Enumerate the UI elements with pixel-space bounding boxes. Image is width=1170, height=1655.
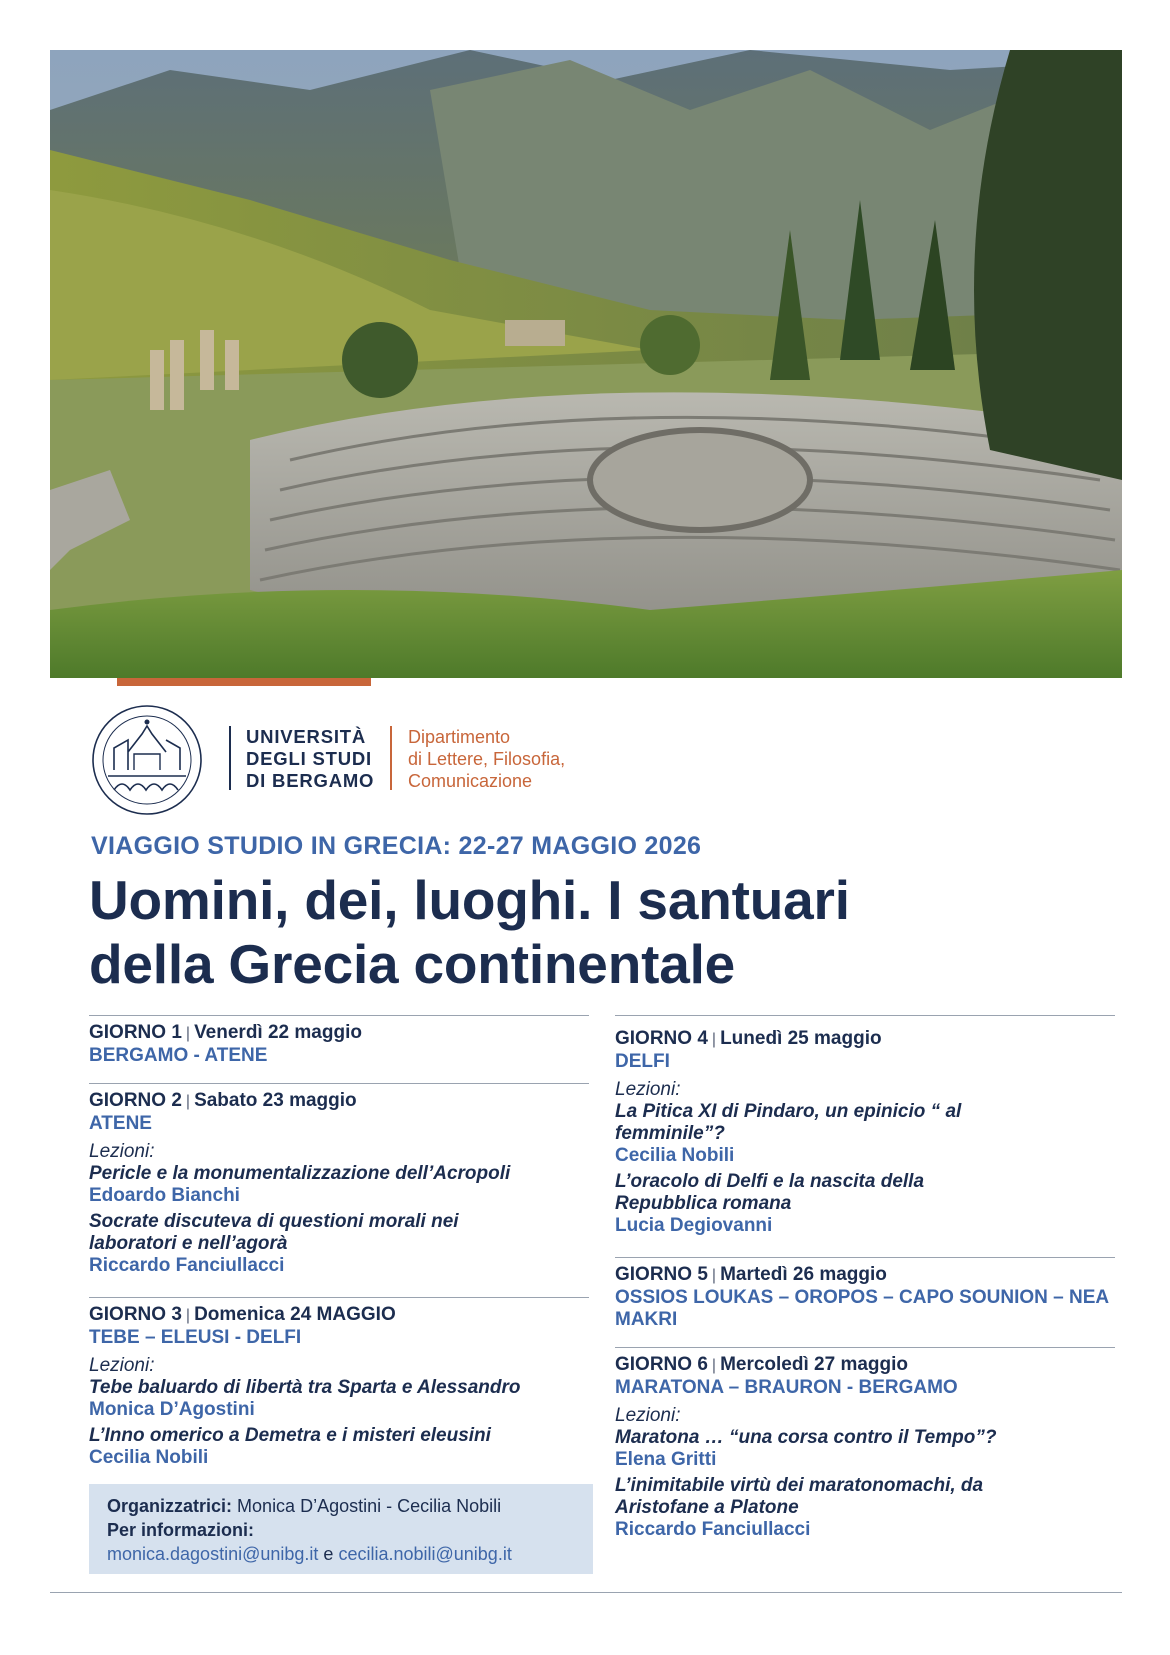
lecture-speaker: Riccardo Fanciullacci	[89, 1255, 285, 1276]
day-date: Venerdì 22 maggio	[194, 1022, 362, 1043]
day-header	[89, 1090, 589, 1113]
itinerary-left-column	[89, 1015, 589, 1489]
logo-divider	[229, 726, 231, 790]
day-date: Sabato 23 maggio	[194, 1090, 357, 1111]
info-box	[89, 1484, 593, 1574]
main-title-line: della Grecia continentale	[89, 933, 736, 995]
university-name-line: DEGLI STUDI	[246, 748, 372, 769]
day-section	[615, 1347, 1115, 1561]
day-label: GIORNO 4	[615, 1028, 708, 1049]
trip-header: VIAGGIO STUDIO IN GRECIA: 22-27 MAGGIO 2026	[91, 832, 702, 860]
day-header	[89, 1304, 589, 1327]
university-name-line: UNIVERSITÀ	[246, 726, 367, 747]
lecture-speaker: Edoardo Bianchi	[89, 1185, 240, 1206]
day-section	[615, 1015, 1115, 1257]
conjunction: e	[323, 1544, 334, 1564]
main-title-line: Uomini, dei, luoghi. I santuari	[89, 869, 850, 931]
lecture-speaker: Riccardo Fanciullacci	[615, 1519, 811, 1540]
organizers-label: Organizzatrici:	[107, 1496, 233, 1516]
day-date: Domenica 24 MAGGIO	[194, 1304, 396, 1325]
lecture-speaker: Monica D’Agostini	[89, 1399, 255, 1420]
day-places: OSSIOS LOUKAS – OROPOS – CAPO SOUNION – NEA MAKRI	[615, 1287, 1109, 1330]
accent-bar	[117, 678, 371, 686]
day-header	[615, 1354, 1115, 1377]
day-label: GIORNO 1	[89, 1022, 182, 1043]
lecture-title: L’Inno omerico a Demetra e i misteri eleusini	[89, 1425, 491, 1446]
lessons-label: Lezioni:	[89, 1355, 155, 1376]
lecture-title: L’inimitabile virtù dei maratonomachi, da Aristofane a Platone	[615, 1475, 984, 1518]
lecture-title: Socrate discuteva di questioni morali nei laboratori e nell’agorà	[89, 1211, 459, 1254]
lessons-label: Lezioni:	[89, 1141, 155, 1162]
lecture-speaker: Lucia Degiovanni	[615, 1215, 773, 1236]
lessons-label: Lezioni:	[615, 1079, 681, 1100]
day-places: BERGAMO - ATENE	[89, 1045, 268, 1066]
lecture-title: Pericle e la monumentalizzazione dell’Acropoli	[89, 1163, 511, 1184]
day-date: Lunedì 25 maggio	[720, 1028, 882, 1049]
day-label: GIORNO 3	[89, 1304, 182, 1325]
day-places: MARATONA – BRAURON - BERGAMO	[615, 1377, 958, 1398]
separator: |	[711, 1031, 717, 1048]
lecture-speaker: Cecilia Nobili	[89, 1447, 209, 1468]
separator: |	[185, 1025, 191, 1042]
day-label: GIORNO 6	[615, 1354, 708, 1375]
day-section	[89, 1015, 589, 1083]
day-label: GIORNO 5	[615, 1264, 708, 1285]
day-section	[615, 1257, 1115, 1347]
delphi-theatre-photo-icon	[50, 50, 1122, 678]
itinerary-right-column	[615, 1015, 1115, 1561]
organizers-names: Monica D’Agostini - Cecilia Nobili	[237, 1496, 502, 1516]
department-name	[408, 726, 565, 792]
hero-photo	[50, 50, 1122, 678]
day-header	[615, 1028, 1115, 1051]
main-title	[89, 868, 1089, 996]
lecture-title: Maratona … “una corsa contro il Tempo”?	[615, 1427, 997, 1448]
email-link-dagostini[interactable]: monica.dagostini@unibg.it	[107, 1544, 319, 1564]
separator: |	[185, 1093, 191, 1110]
separator: |	[711, 1357, 717, 1374]
day-places: ATENE	[89, 1113, 152, 1134]
day-places: DELFI	[615, 1051, 670, 1072]
university-name	[246, 726, 374, 792]
department-name-line: di Lettere, Filosofia,	[408, 749, 566, 769]
separator: |	[711, 1267, 717, 1284]
day-label: GIORNO 2	[89, 1090, 182, 1111]
info-label: Per informazioni:	[107, 1520, 255, 1540]
department-name-line: Comunicazione	[408, 771, 533, 791]
email-link-nobili[interactable]: cecilia.nobili@unibg.it	[338, 1544, 512, 1564]
lecture-speaker: Elena Gritti	[615, 1449, 717, 1470]
day-places: TEBE – ELEUSI - DELFI	[89, 1327, 302, 1348]
university-seal-icon	[84, 700, 214, 816]
department-name-line: Dipartimento	[408, 727, 511, 747]
day-section	[89, 1297, 589, 1489]
lecture-title: Tebe baluardo di libertà tra Sparta e Alessandro	[89, 1377, 521, 1398]
separator: |	[185, 1307, 191, 1324]
lessons-label: Lezioni:	[615, 1405, 681, 1426]
bottom-divider	[50, 1592, 1122, 1593]
day-date: Mercoledì 27 maggio	[720, 1354, 909, 1375]
day-section	[89, 1083, 589, 1297]
lecture-title: L’oracolo di Delfi e la nascita della Repubblica romana	[615, 1171, 925, 1214]
lecture-title: La Pitica XI di Pindaro, un epinicio “ al femminile”?	[615, 1101, 962, 1144]
day-date: Martedì 26 maggio	[720, 1264, 887, 1285]
day-header	[89, 1022, 589, 1045]
university-name-line: DI BERGAMO	[246, 770, 375, 791]
lecture-speaker: Cecilia Nobili	[615, 1145, 735, 1166]
department-divider	[390, 726, 392, 790]
day-header	[615, 1264, 1115, 1287]
